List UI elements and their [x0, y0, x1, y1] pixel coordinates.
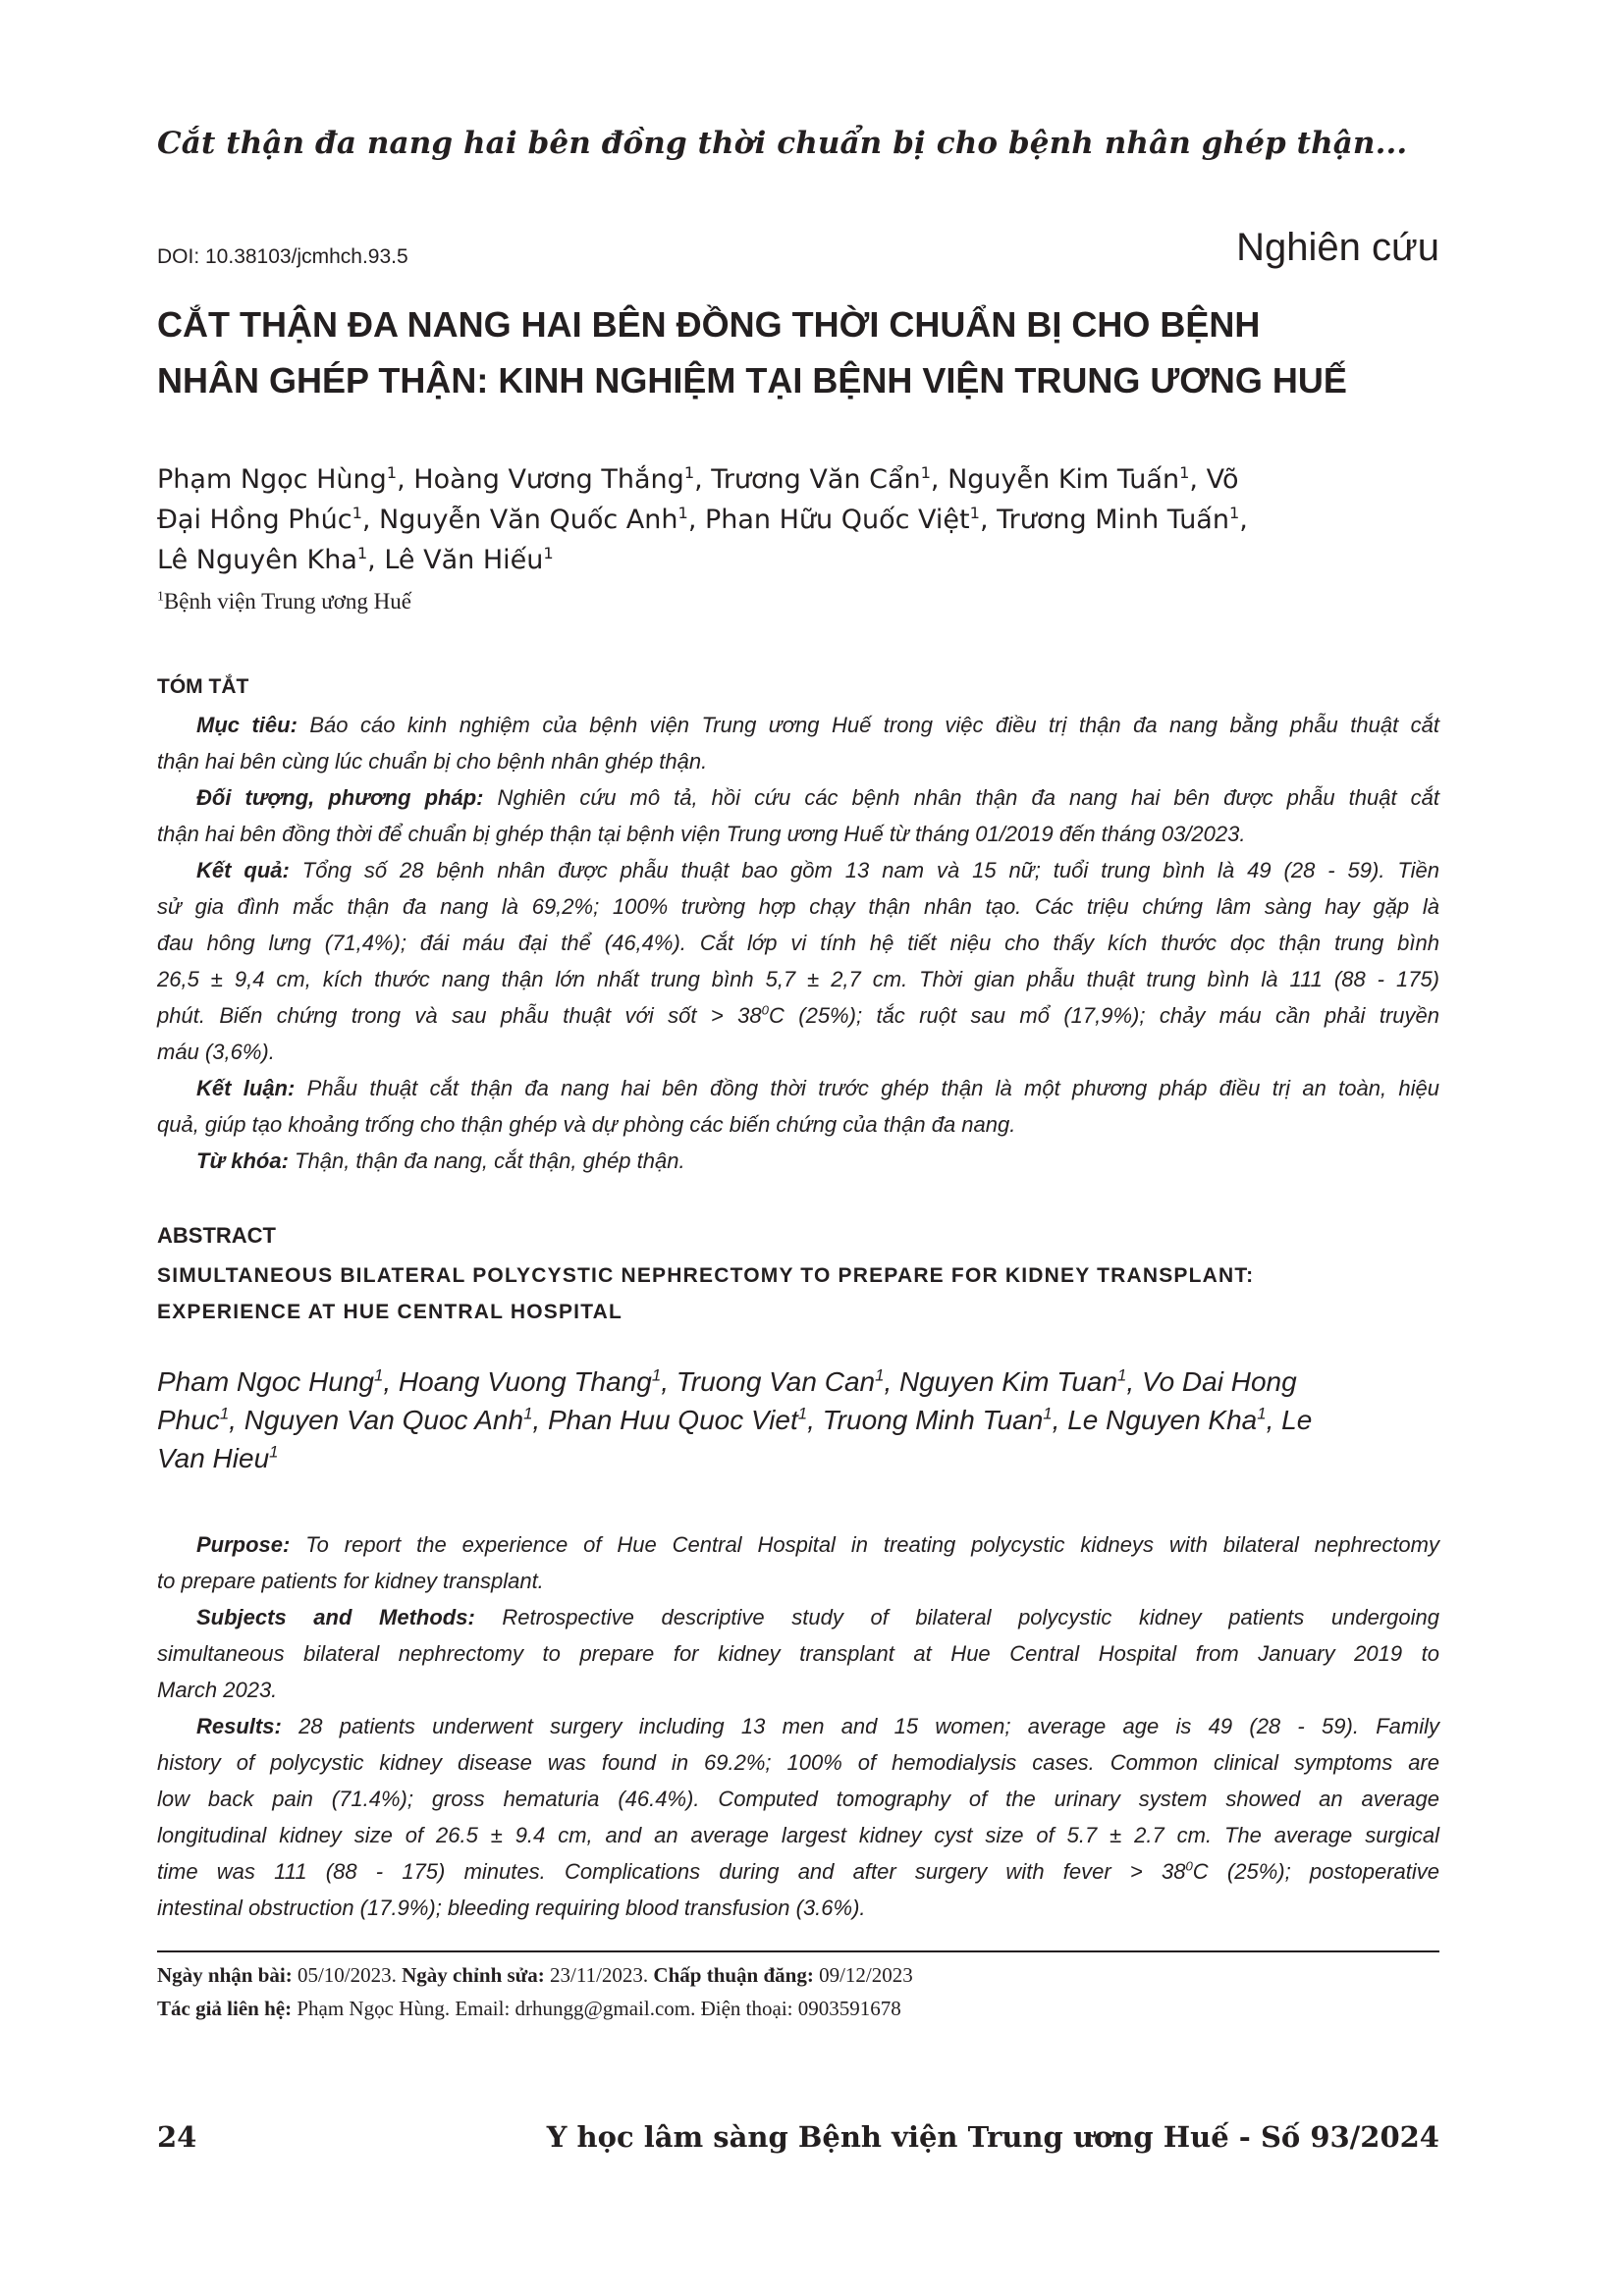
author-affil-sup: 1	[920, 463, 931, 482]
authors-line: Đại Hồng Phúc$^1$, Nguyễn Văn Quốc Anh$^1$, Phan Hữu Quốc Việt$^1$, Trương Minh Tuấn$^1$,	[157, 504, 1248, 535]
title-line: NHÂN GHÉP THẬN: KINH NGHIỆM TẠI BỆNH VIỆN TRUNG ƯƠNG HUẾ	[157, 360, 1347, 400]
author-name: Phạm Ngọc Hùng	[157, 464, 387, 495]
journal-name: Y học lâm sàng Bệnh viện Trung ương Huế - Số 93/2024	[546, 2120, 1439, 2154]
ket-luan-label: Kết luận:	[196, 1076, 296, 1100]
ket-qua-line: 26,5 ± 9,4 cm, kích thước nang thận lớn nhất trung bình 5,7 ± 2,7 cm. Thời gian phẫu thuật trung bình là 111 (88 - 175)	[157, 967, 1439, 991]
subjects-label: Subjects and Methods:	[196, 1605, 475, 1629]
affiliation-text: Bệnh viện Trung ương Huế	[163, 589, 411, 614]
ket-qua-line: Kết quả: Tổng số 28 bệnh nhân được phẫu thuật bao gồm 13 nam và 15 nữ; tuổi trung bình là 49 (28 - 59). Tiền	[196, 858, 1440, 882]
author-name: Nguyen Van Quoc Anh	[244, 1405, 524, 1435]
authors-line: Pham Ngoc Hung$^1$, Hoang Vuong Thang$^1$, Truong Van Can$^1$, Nguyen Kim Tuan$^1$, Vo Dai Hong	[157, 1365, 1297, 1397]
author-name: Phan Huu Quoc Viet	[547, 1405, 798, 1435]
abstract-heading: ABSTRACT	[157, 1223, 276, 1248]
author-affil-sup: 1	[1228, 504, 1240, 522]
muc-tieu-line: Mục tiêu: Báo cáo kinh nghiệm của bệnh viện Trung ương Huế trong việc điều trị thận đa nang bằng phẫu thuật cắt	[196, 713, 1439, 737]
ket-qua-line: đau hông lưng (71,4%); đái máu đại thể (46,4%). Cắt lớp vi tính hệ tiết niệu cho thấy kích thước dọc thận trung bình	[157, 931, 1439, 955]
ket-qua-line: máu (3,6%).	[157, 1040, 275, 1064]
author-name: Đại Hồng Phúc	[157, 505, 352, 535]
footnote-dates: Ngày nhận bài: 05/10/2023. Ngày chỉnh sửa: 23/11/2023. Chấp thuận đăng: 09/12/2023	[157, 1963, 913, 1987]
tu-khoa-label: Từ khóa:	[196, 1148, 289, 1173]
muc-tieu-label: Mục tiêu:	[196, 713, 298, 737]
subjects-line: March 2023.	[157, 1678, 278, 1702]
doi-tuong-label: Đối tượng, phương pháp:	[196, 785, 484, 810]
author-affil-sup: 1	[356, 544, 368, 562]
author-name: Phuc	[157, 1405, 220, 1435]
author-name: Trương Văn Cẩn	[711, 464, 921, 495]
footnote-rule	[157, 1950, 1439, 1952]
author-name: Hoang Vuong Thang	[398, 1366, 652, 1397]
doi-tuong-line: thận hai bên đồng thời để chuẩn bị ghép thận tại bệnh viện Trung ương Huế từ tháng 01/2019 đến tháng 03/2023.	[157, 822, 1246, 846]
authors-line: Phạm Ngọc Hùng$^1$, Hoàng Vương Thắng$^1$, Trương Văn Cẩn$^1$, Nguyễn Kim Tuấn$^1$, Võ	[157, 463, 1239, 495]
authors-line: Van Hieu$^1$	[157, 1442, 279, 1473]
purpose-line: Purpose: To report the experience of Hue Central Hospital in treating polycystic kidneys with bilateral nephrectomy	[196, 1532, 1439, 1557]
author-name: Truong Minh Tuan	[822, 1405, 1044, 1435]
ket-qua-line: sử gia đình mắc thận đa nang là 69,2%; 100% trường hợp chạy thận nhân tạo. Các triệu chứng lâm sàng hay gặp là	[157, 894, 1439, 919]
article-title	[157, 296, 1439, 408]
running-header: Cắt thận đa nang hai bên đồng thời chuẩn bị cho bệnh nhân ghép thận...	[157, 126, 1408, 161]
author-affil-sup: 1	[1179, 463, 1190, 482]
ket-luan-line: quả, giúp tạo khoảng trống cho thận ghép và dự phòng các biến chứng của thận đa nang.	[157, 1112, 1016, 1137]
doi: DOI: 10.38103/jcmhch.93.5	[157, 245, 408, 268]
tomtat-heading: TÓM TẮT	[157, 675, 249, 698]
footnote-contact: Tác giả liên hệ: Phạm Ngọc Hùng. Email: drhungg@gmail.com. Điện thoại: 0903591678	[157, 1997, 901, 2020]
abstract-title-line: EXPERIENCE AT HUE CENTRAL HOSPITAL	[157, 1301, 623, 1323]
author-name: Lê Văn Hiếu	[384, 545, 544, 575]
tu-khoa-line: Từ khóa: Thận, thận đa nang, cắt thận, ghép thận.	[196, 1148, 685, 1173]
affiliation	[157, 589, 411, 614]
page-number: 24	[157, 2120, 197, 2154]
author-name: Võ	[1206, 464, 1239, 495]
authors-vi	[157, 459, 1439, 580]
purpose-label: Purpose:	[196, 1532, 291, 1557]
results-line: Results: 28 patients underwent surgery including 13 men and 15 women; average age is 49 (28 - 59). Family	[196, 1714, 1439, 1738]
author-name: Lê Nguyên Kha	[157, 545, 357, 575]
author-name: Nguyen Kim Tuan	[899, 1366, 1118, 1397]
author-name: Le	[1281, 1405, 1313, 1435]
author-name: Trương Minh Tuấn	[997, 505, 1229, 535]
purpose-line: to prepare patients for kidney transplant.	[157, 1569, 544, 1593]
author-affil-sup: 1	[386, 463, 398, 482]
results-line: history of polycystic kidney disease was found in 69.2%; 100% of hemodialysis cases. Common clinical symptoms are	[157, 1750, 1439, 1775]
results-line: low back pain (71.4%); gross hematuria (46.4%). Computed tomography of the urinary system showed an average	[157, 1787, 1439, 1811]
tomtat-body	[157, 707, 1439, 1179]
section-label: Nghiên cứu	[1236, 226, 1439, 269]
authors-en	[157, 1362, 1439, 1477]
affiliation-sup: 1	[157, 588, 164, 604]
author-name: Hoàng Vương Thắng	[413, 464, 684, 495]
ket-qua-label: Kết quả:	[196, 858, 290, 882]
author-affil-sup: 1	[969, 504, 980, 522]
author-name: Le Nguyen Kha	[1067, 1405, 1258, 1435]
author-name: Van Hieu	[157, 1443, 270, 1473]
author-affil-sup: 1	[543, 544, 554, 562]
ket-luan-line: Kết luận: Phẫu thuật cắt thận đa nang hai bên đồng thời trước ghép thận là một phương pháp điều trị an toàn, hiệu	[196, 1076, 1439, 1100]
author-name: Truong Van Can	[676, 1366, 876, 1397]
author-name: Phan Hữu Quốc Việt	[704, 505, 970, 535]
subjects-line: Subjects and Methods: Retrospective descriptive study of bilateral polycystic kidney patients undergoing	[196, 1605, 1440, 1629]
author-affil-sup: 1	[352, 504, 362, 522]
author-name: Nguyễn Kim Tuấn	[947, 464, 1180, 495]
ket-qua-line: phút. Biến chứng trong và sau phẫu thuật với sốt > $38^0C$ (25%); tắc ruột sau mổ (17,9%); chảy máu cần phải truyền	[157, 1002, 1439, 1028]
results-line: longitudinal kidney size of 26.5 ± 9.4 cm, and an average largest kidney cyst size of 5.7 ± 2.7 cm. The average surgical	[157, 1823, 1439, 1847]
authors-line: Phuc$^1$, Nguyen Van Quoc Anh$^1$, Phan Huu Quoc Viet$^1$, Truong Minh Tuan$^1$, Le Nguyen Kha$^1$, Le	[157, 1404, 1313, 1435]
muc-tieu-line: thận hai bên cùng lúc chuẩn bị cho bệnh nhân ghép thận.	[157, 749, 708, 774]
abstract-title-line: SIMULTANEOUS BILATERAL POLYCYSTIC NEPHRECTOMY TO PREPARE FOR KIDNEY TRANSPLANT:	[157, 1264, 1255, 1287]
title-line: CẮT THẬN ĐA NANG HAI BÊN ĐỒNG THỜI CHUẨN BỊ CHO BỆNH	[157, 304, 1261, 345]
abstract-body	[157, 1526, 1439, 1926]
authors-line: Lê Nguyên Kha$^1$, Lê Văn Hiếu$^1$	[157, 544, 554, 575]
author-affil-sup: 1	[677, 504, 688, 522]
author-name: Pham Ngoc Hung	[157, 1366, 375, 1397]
results-label: Results:	[196, 1714, 282, 1738]
results-line: intestinal obstruction (17.9%); bleeding requiring blood transfusion (3.6%).	[157, 1896, 866, 1920]
subjects-line: simultaneous bilateral nephrectomy to prepare for kidney transplant at Hue Central Hospital from January 2019 to	[157, 1641, 1439, 1666]
results-line: time was 111 (88 - 175) minutes. Complications during and after surgery with fever > $38^0C$ (25%); postoperative	[157, 1858, 1440, 1884]
author-affil-sup: 1	[683, 463, 695, 482]
doi-tuong-line: Đối tượng, phương pháp: Nghiên cứu mô tả, hồi cứu các bệnh nhân thận đa nang hai bên được phẫu thuật cắt	[196, 785, 1439, 810]
author-name: Vo Dai Hong	[1141, 1366, 1297, 1397]
author-name: Nguyễn Văn Quốc Anh	[379, 505, 678, 535]
abstract-title	[157, 1257, 1439, 1330]
